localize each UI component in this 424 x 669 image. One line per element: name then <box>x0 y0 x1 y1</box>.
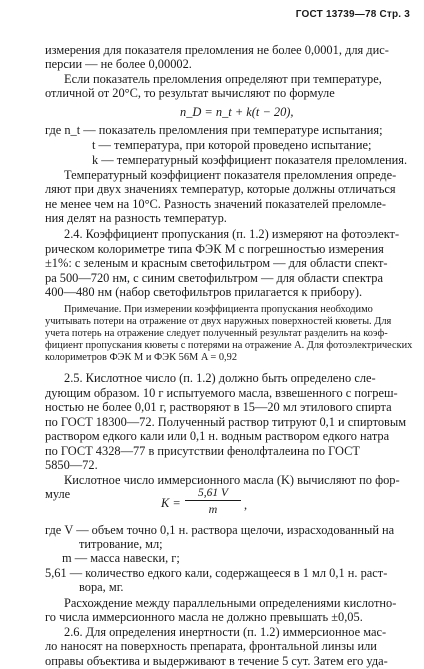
text-line: персии — не более 0,00002. <box>45 57 192 71</box>
text-line: 2.6. Для определения инертности (п. 1.2) иммерсионное мас- <box>64 625 387 639</box>
note-line: фициент пропускания кюветы с потерями на отражение A. Для фотоэлектрических <box>45 340 413 351</box>
text-line: по ГОСТ 4328—77 в присутствии фенолфталеина по ГОСТ <box>45 444 360 458</box>
formula-acid-number-fraction <box>185 487 241 517</box>
text-line: ±1%: с зеленым и красным светофильтром — для области спект- <box>45 256 388 270</box>
text-line: титрование, мл; <box>79 537 163 551</box>
text-line: Расхождение между параллельными определениями кислотно- <box>64 596 397 610</box>
formula-acid-number-lhs: K = <box>161 496 181 510</box>
formula-tail: , <box>244 498 248 512</box>
text-line: k — температурный коэффициент показателя преломления. <box>92 153 408 167</box>
text-line: 5850—72. <box>45 458 98 472</box>
text-line: ляют при двух значениях температур, которые должны отличаться <box>45 182 396 196</box>
text-line: измерения для показателя преломления не более 0,0001, для дис- <box>45 43 389 57</box>
text-line: не менее чем на 10°С. Разность значений показателей преломле- <box>45 197 387 211</box>
text-line: Температурный коэффициент показателя преломления опреде- <box>64 168 397 182</box>
text-line: 5,61 — количество едкого кали, содержащееся в 1 мл 0,1 н. раст- <box>45 566 388 580</box>
text-line: 2.4. Коэффициент пропускания (п. 1.2) измеряют на фотоэлект- <box>64 227 400 241</box>
text-line: ра 500—720 нм, с синим светофильтром — для области спектра <box>45 271 383 285</box>
note-line: Примечание. При измерении коэффициента пропускания необходимо <box>64 304 373 315</box>
formula-refractive-index: n_D = n_t + k(t − 20), <box>180 105 294 119</box>
text-line: го числа иммерсионного масла не должно превышать ±0,05. <box>45 610 363 624</box>
formula-denominator: m <box>208 502 218 516</box>
text-line: Кислотное число иммерсионного масла (K) вычисляют по фор- <box>64 473 400 487</box>
page-header: ГОСТ 13739—78 Стр. 3 <box>295 9 410 20</box>
text-line: t — температура, при которой проведено испытание; <box>92 138 372 152</box>
text-line: раствором едкого кали или 0,1 н. водным раствором едкого натра <box>45 429 390 443</box>
text-line: муле <box>45 487 71 501</box>
text-line: дующим образом. 10 г испытуемого масла, взвешенного с погреш- <box>45 386 398 400</box>
text-line: ния делят на разность температур. <box>45 211 227 225</box>
text-line: по ГОСТ 18300—72. Полученный раствор титруют 0,1 и спиртовым <box>45 415 407 429</box>
text-line: оправы объектива и выдерживают в течение 5 сут. Затем его уда- <box>45 654 388 668</box>
text-line: m — масса навески, г; <box>62 551 180 565</box>
formula-numerator: 5,61 V <box>185 487 241 501</box>
text-line: вора, мг. <box>79 580 124 594</box>
text-line: ло наносят на поверхность препарата, фронтальной линзы или <box>45 639 377 653</box>
text-line: 2.5. Кислотное число (п. 1.2) должно быть определено сле- <box>64 371 376 385</box>
text-line: Если показатель преломления определяют при температуре, <box>64 72 382 86</box>
note-line: учета потерь на отражение следует полученный результат разделить на коэф- <box>45 328 388 339</box>
note-line: учитывать потери на отражение от двух наружных поверхностей кюветы. Для <box>45 316 392 327</box>
note-line: колориметров ФЭК М и ФЭК 56М A = 0,92 <box>45 352 238 363</box>
text-line: рическом колориметре типа ФЭК М с погрешностью измерения <box>45 242 384 256</box>
text-line: ностью не более 0,01 г, растворяют в 15—20 мл этилового спирта <box>45 400 392 414</box>
text-line: отличной от 20°С, то результат вычисляют по формуле <box>45 86 335 100</box>
text-line: где V — объем точно 0,1 н. раствора щелочи, израсходованный на <box>45 523 395 537</box>
text-line: 400—480 нм (набор светофильтров прилагается к прибору). <box>45 285 363 299</box>
text-line: где n_t — показатель преломления при температуре испытания; <box>45 123 383 137</box>
